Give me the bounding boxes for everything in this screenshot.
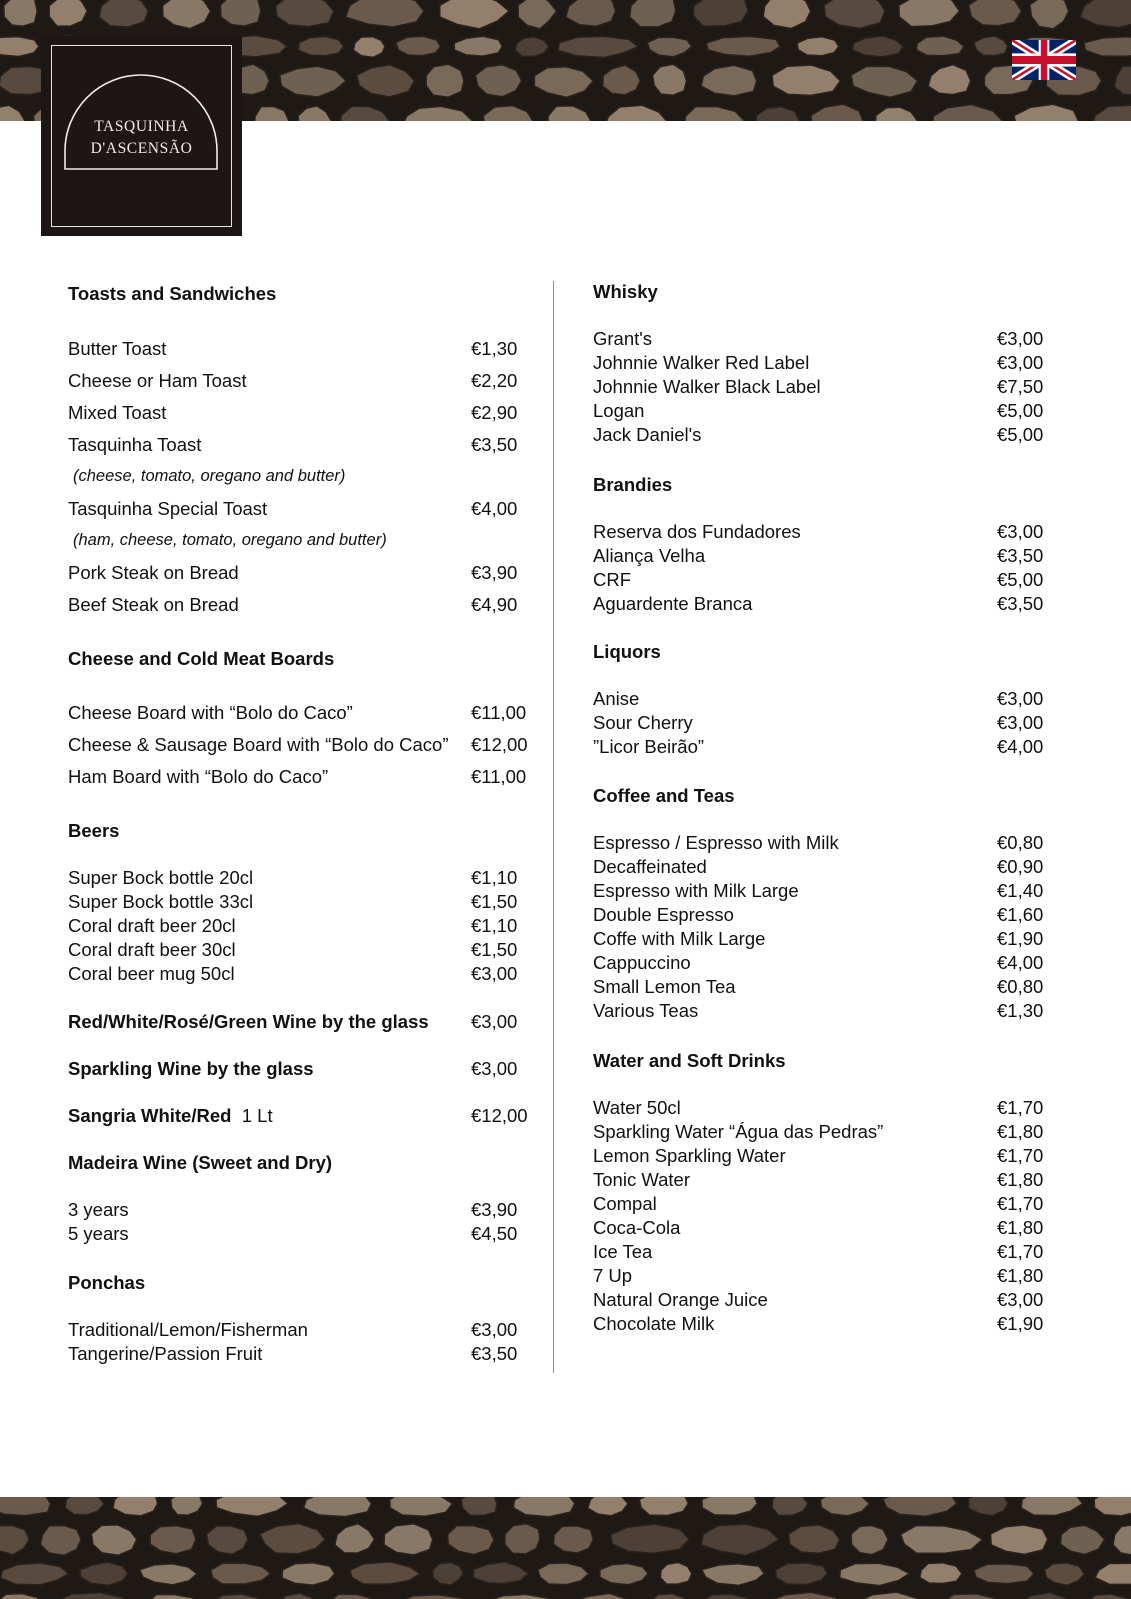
menu-item-note: (cheese, tomato, oregano and butter): [73, 467, 346, 485]
stone-shape: [4, 0, 37, 26]
stone-shape: [630, 0, 676, 27]
stone-shape: [99, 0, 148, 27]
menu-item: Coral draft beer 30cl €1,50: [68, 939, 518, 960]
menu-item: Butter Toast €1,30: [68, 338, 518, 359]
menu-item: Chocolate Milk €1,90: [593, 1313, 1044, 1334]
menu-item: Anise €3,00: [593, 688, 1044, 709]
section-heading-ponchas: Ponchas: [68, 1272, 146, 1293]
menu-item: Lemon Sparkling Water €1,70: [593, 1145, 1044, 1166]
menu-item: Coral draft beer 20cl €1,10: [68, 915, 518, 936]
menu-item: Reserva dos Fundadores €3,00: [593, 521, 1044, 542]
menu-item: ”Licor Beirão” €4,00: [593, 736, 1044, 757]
menu-item: Coffe with Milk Large €1,90: [593, 928, 1044, 949]
stone-shape: [0, 1497, 51, 1516]
menu-item: Sour Cherry €3,00: [593, 712, 1044, 733]
menu-item-note: (ham, cheese, tomato, oregano and butter): [73, 531, 387, 549]
section-heading-brandies: Brandies: [593, 474, 673, 495]
menu-item: Johnnie Walker Red Label €3,00: [593, 352, 1044, 373]
stone-shape: [639, 1497, 688, 1516]
menu-item: 3 years €3,90: [68, 1199, 518, 1220]
logo-line-1: TASQUINHA: [94, 118, 189, 135]
stone-shape: [461, 1497, 497, 1515]
stone-shape: [653, 64, 687, 95]
menu-item: Decaffeinated €0,90: [593, 856, 1044, 877]
stone-shape: [505, 1524, 540, 1554]
menu-item: 5 years €4,50: [68, 1223, 518, 1244]
menu-item: Super Bock bottle 20cl €1,10: [68, 867, 518, 888]
menu-item: Espresso with Milk Large €1,40: [593, 880, 1044, 901]
stone-shape: [554, 1526, 594, 1553]
section-heading-toasts: Toasts and Sandwiches: [68, 283, 277, 304]
stone-shape: [694, 0, 748, 26]
menu-item: Compal €1,70: [593, 1193, 1044, 1214]
stone-shape: [974, 1564, 1034, 1584]
menu-item: Ham Board with “Bolo do Caco” €11,00: [68, 766, 527, 787]
menu-item: Ice Tea €1,70: [593, 1241, 1044, 1262]
section-heading-water: Water and Soft Drinks: [593, 1050, 786, 1071]
menu-item: Tasquinha Toast €3,50: [68, 434, 518, 455]
stone-shape: [851, 1526, 888, 1555]
stone-shape: [660, 1563, 692, 1585]
menu-item: Water 50cl €1,70: [593, 1097, 1044, 1118]
menu-item: Double Espresso €1,60: [593, 904, 1044, 925]
menu-item: Coca-Cola €1,80: [593, 1217, 1044, 1238]
menu-item: Grant's €3,00: [593, 328, 1044, 349]
section-heading-sparkling: Sparkling Wine by the glass €3,00: [68, 1058, 518, 1079]
menu-item: Cheese Board with “Bolo do Caco” €11,00: [68, 702, 527, 723]
stone-shape: [211, 1563, 271, 1584]
menu-item: 7 Up €1,80: [593, 1265, 1044, 1286]
menu-item: Pork Steak on Bread €3,90: [68, 562, 518, 583]
menu-item: Sparkling Water “Água das Pedras” €1,80: [593, 1121, 1044, 1142]
uk-flag-icon[interactable]: [1012, 40, 1076, 80]
stone-shape: [390, 1497, 453, 1516]
stone-shape: [276, 0, 334, 27]
menu-item: Coral beer mug 50cl €3,00: [68, 963, 518, 984]
section-heading-liquors: Liquors: [593, 641, 661, 662]
section-heading-beers: Beers: [68, 820, 120, 841]
menu-item: Traditional/Lemon/Fisherman €3,00: [68, 1319, 518, 1340]
section-heading-madeira: Madeira Wine (Sweet and Dry): [68, 1152, 333, 1173]
menu-item: Mixed Toast €2,90: [68, 402, 518, 423]
stone-shape: [353, 37, 385, 58]
menu-item: Super Bock bottle 33cl €1,50: [68, 891, 518, 912]
menu-item: Various Teas €1,30: [593, 1000, 1044, 1021]
logo-arch-icon: [41, 36, 242, 236]
section-heading-whisky: Whisky: [593, 281, 658, 302]
section-heading-boards: Cheese and Cold Meat Boards: [68, 648, 335, 669]
menu-item: Beef Steak on Bread €4,90: [68, 594, 518, 615]
stone-wall-texture: [0, 1497, 1131, 1599]
stone-shape: [776, 1563, 828, 1585]
stone-wall-footer: [0, 1497, 1131, 1599]
stone-shape: [513, 1497, 575, 1517]
stone-shape: [0, 37, 39, 57]
stone-shape: [396, 36, 441, 55]
menu-item: Natural Orange Juice €3,00: [593, 1289, 1044, 1310]
stone-shape: [282, 1563, 335, 1585]
section-heading-coffee: Coffee and Teas: [593, 785, 735, 806]
stone-shape: [538, 1563, 589, 1585]
stone-shape: [600, 1564, 648, 1585]
section-heading-sangria: Sangria White/Red 1 Lt €12,00: [68, 1105, 528, 1126]
logo-line-2: D'ASCENSÃO: [90, 140, 193, 157]
stone-shape: [426, 64, 464, 97]
menu-item: Cheese & Sausage Board with “Bolo do Caco” €12,00: [68, 734, 528, 755]
menu-item: Tasquinha Special Toast €4,00: [68, 498, 518, 519]
restaurant-logo[interactable]: [41, 36, 242, 236]
menu-item: Aguardente Branca €3,50: [593, 593, 1044, 614]
section-heading-wine-glass: Red/White/Rosé/Green Wine by the glass €3,00: [68, 1011, 518, 1032]
menu-item: Cappuccino €4,00: [593, 952, 1044, 973]
menu-item: Tonic Water €1,80: [593, 1169, 1044, 1190]
stone-shape: [515, 37, 549, 57]
menu-item: Tangerine/Passion Fruit €3,50: [68, 1343, 518, 1364]
stone-shape: [49, 0, 87, 26]
column-divider: [553, 281, 554, 1373]
stone-shape: [299, 36, 344, 55]
menu-item: CRF €5,00: [593, 569, 1044, 590]
menu-item: Espresso / Espresso with Milk €0,80: [593, 832, 1044, 853]
menu-item: Aliança Velha €3,50: [593, 545, 1044, 566]
stone-shape: [920, 1563, 962, 1584]
stone-shape: [797, 37, 839, 56]
menu-item: Logan €5,00: [593, 400, 1044, 421]
menu-item: Cheese or Ham Toast €2,20: [68, 370, 518, 391]
menu-item: Small Lemon Tea €0,80: [593, 976, 1044, 997]
menu-item: Johnnie Walker Black Label €7,50: [593, 376, 1044, 397]
menu-item: Jack Daniel's €5,00: [593, 424, 1044, 445]
